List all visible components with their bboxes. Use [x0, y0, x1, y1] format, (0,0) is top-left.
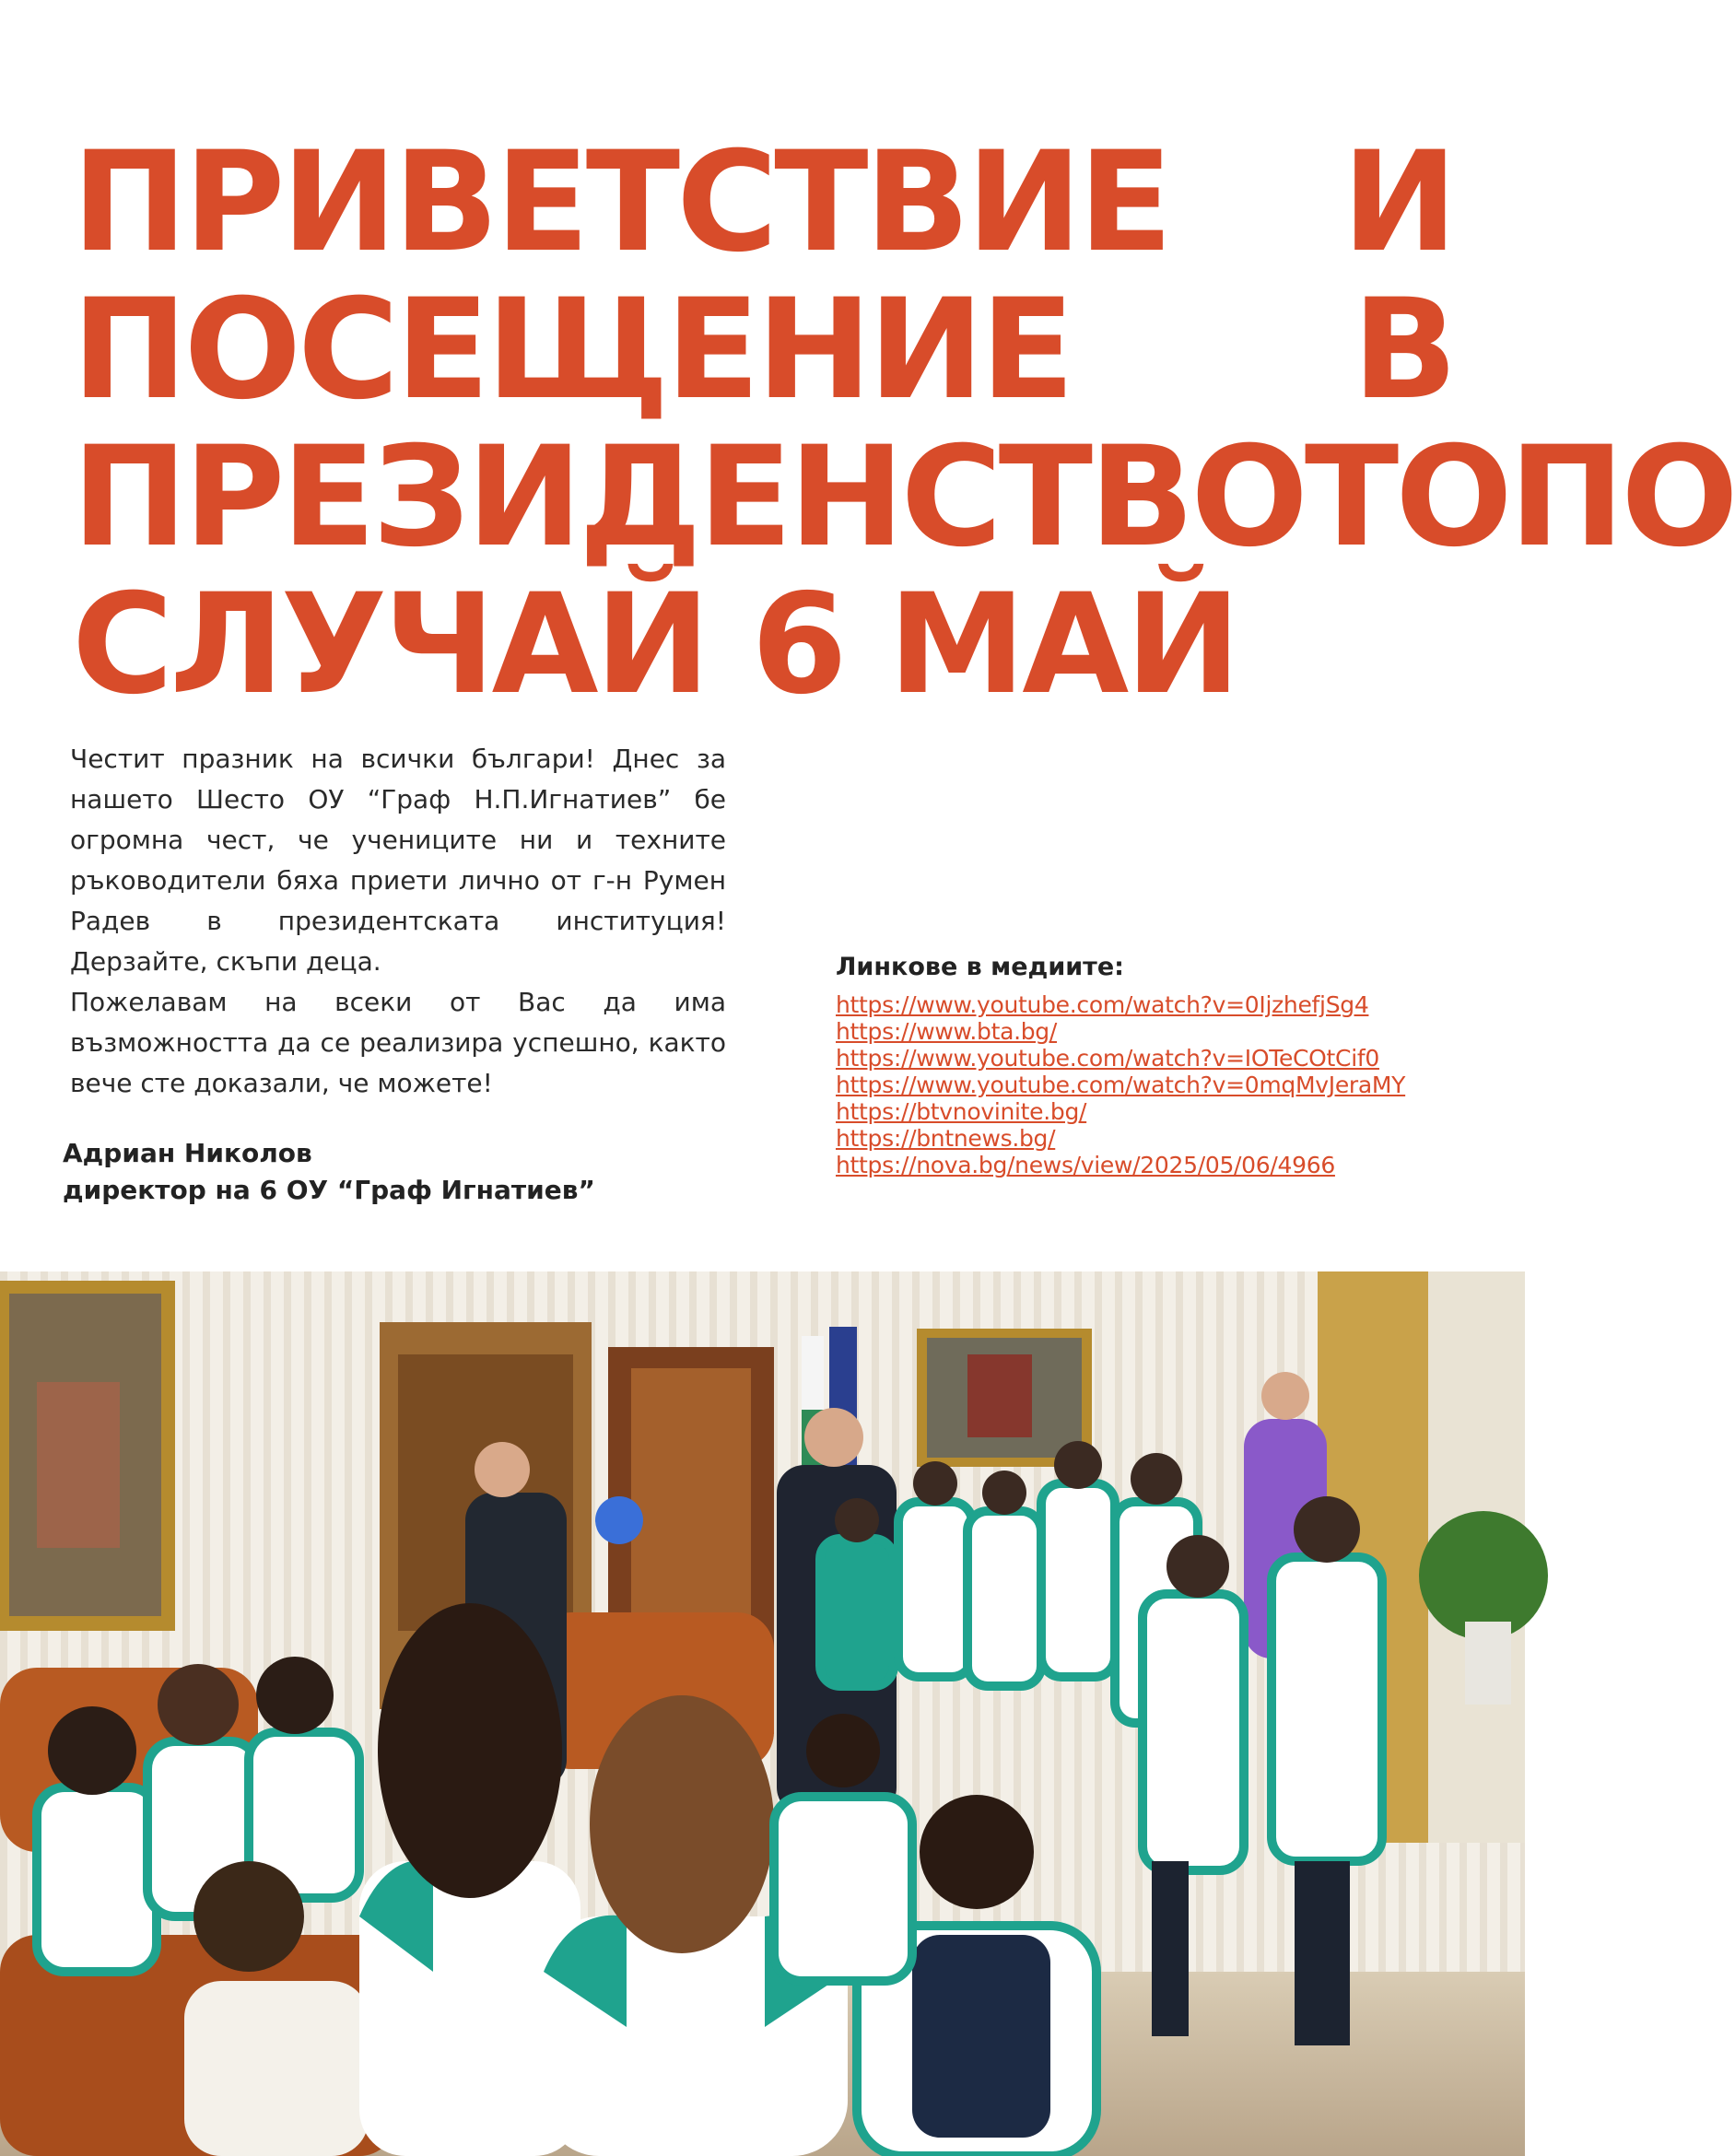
- headline-word: СЛУЧАЙ 6 МАЙ: [72, 565, 1237, 725]
- plant-pot: [1465, 1622, 1511, 1705]
- media-link[interactable]: https://www.bta.bg/: [836, 1018, 1058, 1045]
- group-photo: [0, 1271, 1525, 2156]
- media-link[interactable]: https://btvnovinite.bg/: [836, 1098, 1087, 1125]
- headline-line-2: [72, 270, 1454, 430]
- media-links-heading: Линкове в медиите:: [836, 953, 1124, 981]
- headline-word: И: [1342, 123, 1454, 283]
- greeting-text: [70, 739, 726, 1104]
- student-legs: [1295, 1861, 1350, 2045]
- headline-line-4: [72, 565, 1454, 725]
- media-link[interactable]: https://bntnews.bg/: [836, 1125, 1056, 1152]
- media-links: [836, 949, 1481, 1178]
- signature: [63, 1135, 595, 1209]
- headline-word: ПОСЕЩЕНИЕ: [72, 270, 1072, 430]
- president-head: [804, 1408, 863, 1467]
- headline-word: ПРИВЕТСТВИЕ: [72, 123, 1169, 283]
- headline: [72, 123, 1735, 725]
- plant: [1419, 1511, 1548, 1640]
- headline-word: ПО: [1508, 417, 1735, 578]
- media-link[interactable]: https://www.youtube.com/watch?v=0mqMvJeraMY: [836, 1072, 1406, 1098]
- media-link[interactable]: https://www.youtube.com/watch?v=0IjzhefjSg4: [836, 991, 1369, 1018]
- greeting-paragraph-2: Пожелавам на всеки от Вас да има възможността да се реализира успешно, както вече сте доказали, че можете!: [70, 987, 726, 1098]
- signature-name: Адриан Николов: [63, 1138, 312, 1168]
- painting-figure: [37, 1382, 120, 1548]
- signature-role: директор на 6 ОУ “Граф Игнатиев”: [63, 1175, 595, 1205]
- headline-line-1: [72, 123, 1454, 283]
- painting-rider: [967, 1354, 1032, 1437]
- teacher-head: [1261, 1372, 1309, 1420]
- microphones: [595, 1496, 643, 1544]
- media-link[interactable]: https://www.youtube.com/watch?v=IOTeCOtCif0: [836, 1045, 1379, 1072]
- group-photo-illustration: [0, 1271, 1525, 2156]
- journalist-head: [475, 1442, 530, 1497]
- media-link[interactable]: https://nova.bg/news/view/2025/05/06/4966: [836, 1152, 1335, 1178]
- headline-line-3: [72, 417, 1735, 578]
- student-legs: [1152, 1861, 1189, 2036]
- headline-word: ПРЕЗИДЕНСТВОТО: [72, 417, 1509, 578]
- headline-word: В: [1352, 270, 1454, 430]
- greeting-paragraph-1: Честит празник на всички българи! Днес за нашето Шесто ОУ “Граф Н.П.Игнатиев” бе огромна чест, че учениците ни и техните ръководители бяха приети лично от г-н Румен Радев в президентската институция! Дерзайте, скъпи деца.: [70, 744, 726, 977]
